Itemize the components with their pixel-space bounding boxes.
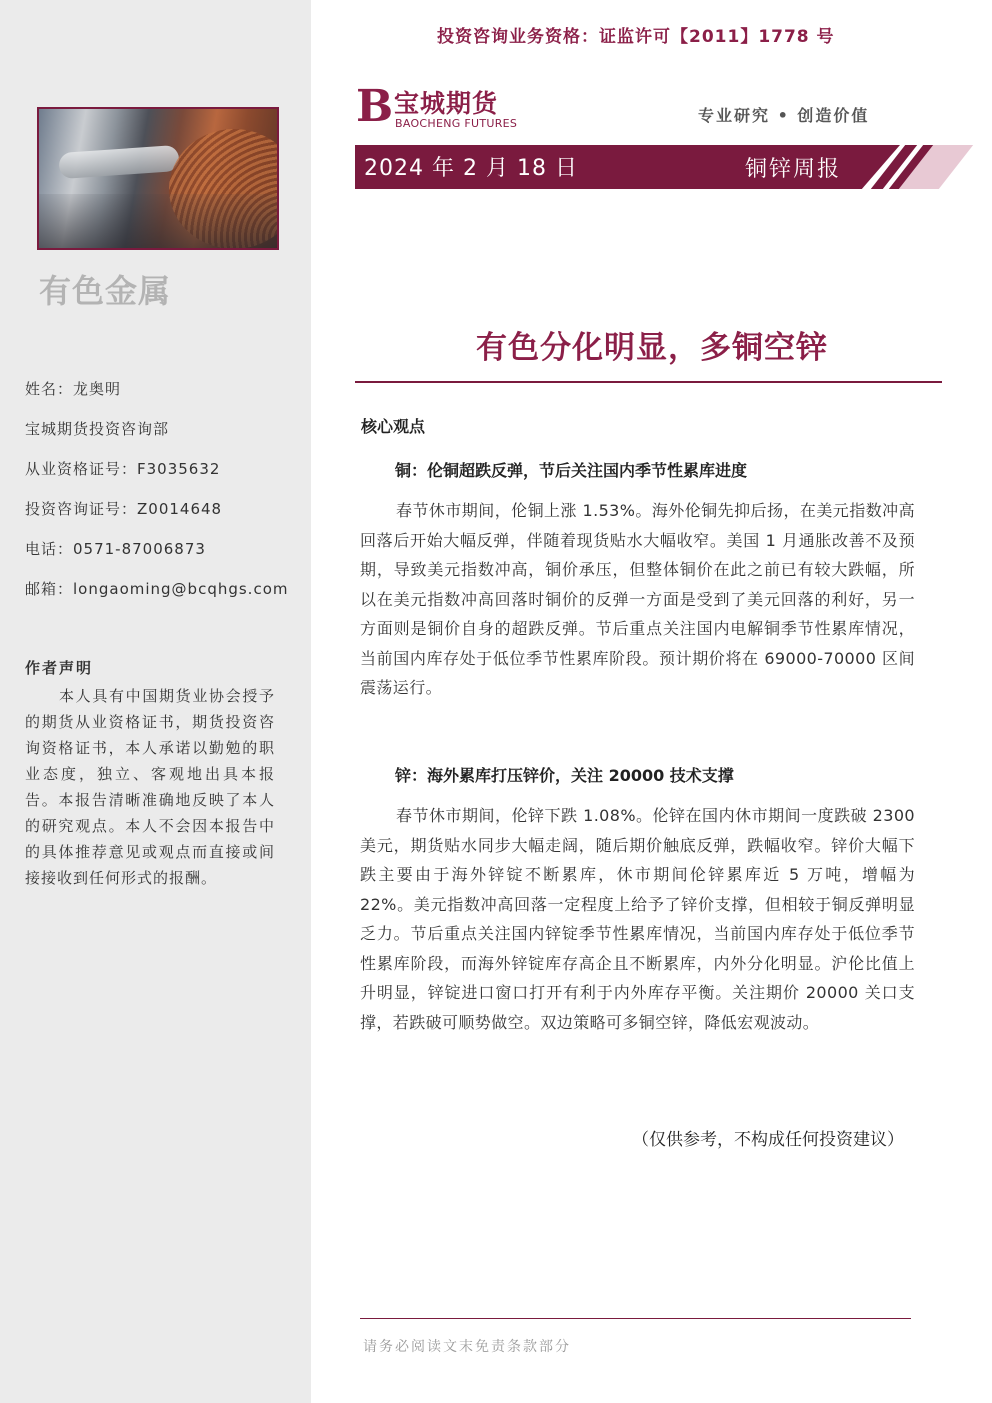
report-date: 2024 年 2 月 18 日 [364, 156, 578, 181]
logo-name-en: BAOCHENG FUTURES [395, 117, 518, 130]
license-line: 投资咨询业务资格：证监许可【2011】1778 号 [437, 27, 835, 47]
author-email[interactable]: 邮箱：longaoming@bcqhgs.com [25, 580, 289, 598]
copper-heading: 铜：伦铜超跌反弹，节后关注国内季节性累库进度 [395, 461, 748, 480]
zinc-body: 春节休市期间，伦锌下跌 1.08%。伦锌在国内休市期间一度跌破 2300 美元，期货贴水同步大幅走阔，随后期价触底反弹，跌幅收窄。锌价大幅下跌主要由于海外锌锭不断累库，休市期间伦锌累库近 5 万吨，增幅为 22%。美元指数冲高回落一定程度上给予了锌价支撑，但相较于铜反弹明显乏力。节后重点关注国内锌锭季节性累库情况，当前国内库存处于低位季节性累库阶段，而海外锌锭库存高企且不断累库，内外分化明显。沪伦比值上升明显，锌锭进口窗口打开有利于内外库存平衡。关注期价 20000 关口支撑，若跌破可顺势做空。双边策略可多铜空锌，降低宏观波动。 [360, 806, 915, 1032]
logo-name-cn: 宝城期货 [394, 89, 499, 118]
slogan: 专业研究 • 创造价值 [698, 106, 870, 125]
report-title: 有色分化明显，多铜空锌 [476, 330, 828, 366]
report-type: 铜锌周报 [745, 157, 842, 182]
sector-label: 有色金属 [39, 272, 172, 310]
footer-note: 请务必阅读文末免责条款部分 [363, 1339, 571, 1355]
author-name: 姓名：龙奥明 [25, 380, 122, 398]
author-phone: 电话：0571-87006873 [25, 540, 206, 558]
declaration-body: 本人具有中国期货业协会授予的期货从业资格证书，期货投资咨询资格证书，本人承诺以勤勉的职业态度，独立、客观地出具本报告。本报告清晰准确地反映了本人的研究观点。本人不会因本报告中的具体推荐意见或观点而直接或间接接收到任何形式的报酬。 [25, 687, 275, 887]
company-logo [356, 81, 526, 134]
author-dept: 宝城期货投资咨询部 [25, 420, 170, 438]
photo-metal-rod [58, 145, 180, 179]
copper-body: 春节休市期间，伦铜上涨 1.53%。海外伦铜先抑后扬，在美元指数冲高回落后开始大幅反弹，伴随着现货贴水大幅收窄。美国 1 月通胀改善不及预期，导致美元指数冲高，铜价承压，但整体铜价在此之前已有较大跌幅，所以在美元指数冲高回落时铜价的反弹一方面是受到了美元回落的利好，另一方面则是铜价自身的超跌反弹。节后重点关注国内电解铜季节性累库情况，当前国内库存处于低位季节性累库阶段。预计期价将在 69000-70000 区间震荡运行。 [360, 501, 915, 697]
core-view-label: 核心观点 [361, 417, 426, 436]
zinc-heading: 锌：海外累库打压锌价，关注 20000 技术支撑 [395, 766, 734, 785]
title-divider [355, 381, 942, 383]
declaration-title: 作者声明 [25, 659, 94, 677]
author-cert-practice: 从业资格证号：F3035632 [25, 460, 221, 478]
disclaimer-note: （仅供参考，不构成任何投资建议） [632, 1130, 904, 1150]
footer-divider [360, 1318, 911, 1319]
photo-shadow [39, 194, 279, 250]
cover-photo [37, 107, 279, 250]
author-cert-consult: 投资咨询证号：Z0014648 [25, 500, 223, 518]
logo-mark-icon: B [356, 81, 394, 132]
